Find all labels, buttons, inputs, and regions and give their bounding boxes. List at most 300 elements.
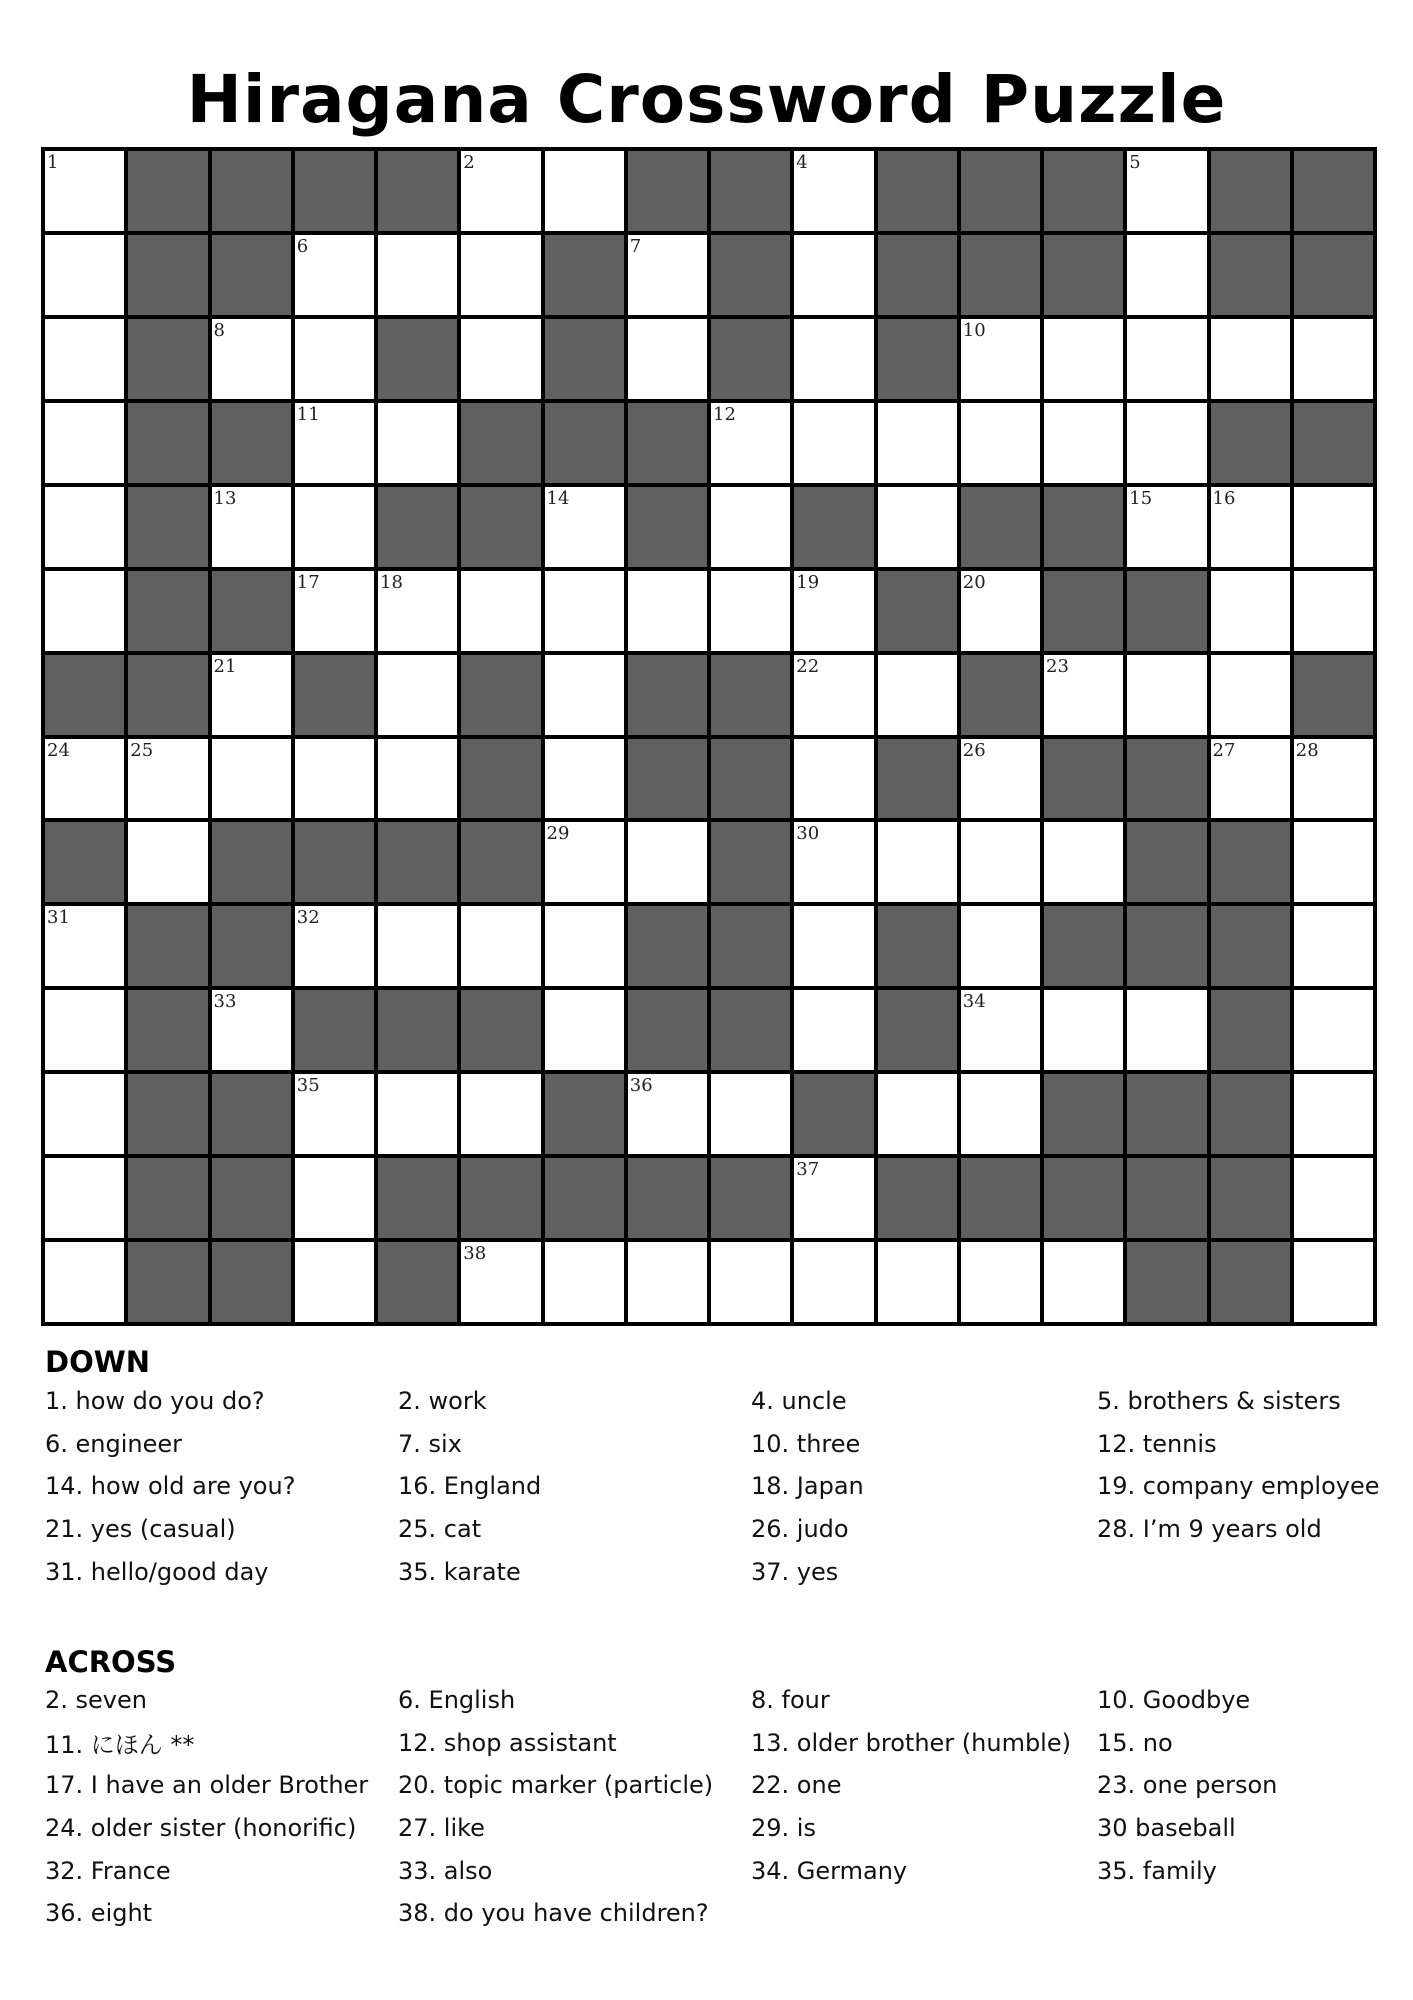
black-cell xyxy=(878,235,957,315)
black-cell xyxy=(794,487,873,567)
black-cell xyxy=(212,1242,291,1322)
answer-cell[interactable] xyxy=(1044,655,1123,735)
answer-cell[interactable] xyxy=(794,1242,873,1322)
down-clue-row xyxy=(45,1380,1385,1423)
down-heading: DOWN xyxy=(45,1345,150,1379)
down-clue: 7. six xyxy=(398,1429,462,1458)
answer-cell[interactable] xyxy=(378,235,457,315)
across-clue: 6. English xyxy=(398,1686,516,1715)
black-cell xyxy=(1211,990,1290,1070)
answer-cell[interactable] xyxy=(794,571,873,651)
answer-cell[interactable] xyxy=(628,235,707,315)
black-cell xyxy=(212,1074,291,1154)
clue-number: 14 xyxy=(546,487,570,509)
black-cell xyxy=(1044,487,1123,567)
black-cell xyxy=(128,571,207,651)
across-clue: 17. I have an older Brother xyxy=(45,1771,369,1800)
black-cell xyxy=(545,1074,624,1154)
answer-cell[interactable] xyxy=(378,1074,457,1154)
crossword-grid xyxy=(41,147,1377,1326)
answer-cell[interactable] xyxy=(545,906,624,986)
answer-cell[interactable] xyxy=(45,906,124,986)
down-clue: 1. how do you do? xyxy=(45,1387,265,1416)
answer-cell[interactable] xyxy=(711,403,790,483)
black-cell xyxy=(628,151,707,231)
clue-number: 24 xyxy=(47,739,70,761)
clue-number: 20 xyxy=(962,571,986,593)
black-cell xyxy=(378,319,457,399)
black-cell xyxy=(128,906,207,986)
across-clue: 22. one xyxy=(751,1771,842,1800)
down-clue: 21. yes (casual) xyxy=(45,1515,236,1544)
answer-cell[interactable] xyxy=(794,235,873,315)
answer-cell[interactable] xyxy=(545,822,624,902)
black-cell xyxy=(1127,1074,1206,1154)
answer-cell[interactable] xyxy=(961,822,1040,902)
black-cell xyxy=(628,739,707,819)
clue-number: 17 xyxy=(296,571,320,593)
black-cell xyxy=(461,1158,540,1238)
black-cell xyxy=(128,319,207,399)
answer-cell[interactable] xyxy=(961,739,1040,819)
black-cell xyxy=(212,906,291,986)
across-clue: 15. no xyxy=(1097,1728,1173,1757)
black-cell xyxy=(45,655,124,735)
black-cell xyxy=(961,235,1040,315)
answer-cell[interactable] xyxy=(1294,739,1373,819)
answer-cell[interactable] xyxy=(461,319,540,399)
answer-cell[interactable] xyxy=(878,1242,957,1322)
answer-cell[interactable] xyxy=(212,739,291,819)
black-cell xyxy=(1211,1158,1290,1238)
answer-cell[interactable] xyxy=(295,1074,374,1154)
answer-cell[interactable] xyxy=(545,990,624,1070)
answer-cell[interactable] xyxy=(1294,990,1373,1070)
black-cell xyxy=(212,151,291,231)
black-cell xyxy=(1127,1242,1206,1322)
answer-cell[interactable] xyxy=(1294,1158,1373,1238)
clue-number: 29 xyxy=(546,823,570,845)
answer-cell[interactable] xyxy=(1127,235,1206,315)
black-cell xyxy=(378,990,457,1070)
answer-cell[interactable] xyxy=(212,655,291,735)
answer-cell[interactable] xyxy=(295,571,374,651)
page-title: Hiragana Crossword Puzzle xyxy=(186,61,1227,138)
black-cell xyxy=(1211,403,1290,483)
down-clue: 35. karate xyxy=(398,1557,521,1586)
down-clue: 18. Japan xyxy=(751,1472,864,1501)
answer-cell[interactable] xyxy=(1044,822,1123,902)
clue-number: 32 xyxy=(296,907,320,929)
answer-cell[interactable] xyxy=(1294,1242,1373,1322)
clue-number: 15 xyxy=(1129,487,1153,509)
answer-cell[interactable] xyxy=(545,151,624,231)
black-cell xyxy=(1127,822,1206,902)
answer-cell[interactable] xyxy=(378,906,457,986)
answer-cell[interactable] xyxy=(711,487,790,567)
answer-cell[interactable] xyxy=(794,151,873,231)
answer-cell[interactable] xyxy=(1294,1074,1373,1154)
answer-cell[interactable] xyxy=(128,739,207,819)
clue-number: 23 xyxy=(1046,655,1069,677)
clue-number: 35 xyxy=(296,1075,320,1097)
clue-number: 11 xyxy=(296,403,320,425)
black-cell xyxy=(461,655,540,735)
answer-cell[interactable] xyxy=(45,1242,124,1322)
answer-cell[interactable] xyxy=(295,906,374,986)
answer-cell[interactable] xyxy=(961,571,1040,651)
answer-cell[interactable] xyxy=(1211,655,1290,735)
down-clue: 6. engineer xyxy=(45,1429,183,1458)
answer-cell[interactable] xyxy=(45,235,124,315)
black-cell xyxy=(461,403,540,483)
answer-cell[interactable] xyxy=(961,319,1040,399)
answer-cell[interactable] xyxy=(961,1074,1040,1154)
black-cell xyxy=(128,1158,207,1238)
answer-cell[interactable] xyxy=(794,655,873,735)
across-clue: 33. also xyxy=(398,1856,493,1885)
black-cell xyxy=(1294,655,1373,735)
black-cell xyxy=(461,739,540,819)
answer-cell[interactable] xyxy=(212,319,291,399)
answer-cell[interactable] xyxy=(878,822,957,902)
black-cell xyxy=(461,990,540,1070)
black-cell xyxy=(212,822,291,902)
black-cell xyxy=(378,1242,457,1322)
answer-cell[interactable] xyxy=(794,319,873,399)
clue-number: 10 xyxy=(962,319,986,341)
answer-cell[interactable] xyxy=(212,487,291,567)
answer-cell[interactable] xyxy=(794,1158,873,1238)
clue-number: 38 xyxy=(463,1243,487,1265)
answer-cell[interactable] xyxy=(295,487,374,567)
black-cell xyxy=(711,822,790,902)
answer-cell[interactable] xyxy=(378,655,457,735)
black-cell xyxy=(295,822,374,902)
clue-number: 19 xyxy=(796,571,820,593)
answer-cell[interactable] xyxy=(878,487,957,567)
answer-cell[interactable] xyxy=(295,319,374,399)
across-clue: 10. Goodbye xyxy=(1097,1686,1251,1715)
clue-number: 4 xyxy=(796,152,808,173)
black-cell xyxy=(961,655,1040,735)
black-cell xyxy=(711,739,790,819)
answer-cell[interactable] xyxy=(128,822,207,902)
black-cell xyxy=(961,1158,1040,1238)
down-clue: 37. yes xyxy=(751,1557,839,1586)
down-clue: 5. brothers & sisters xyxy=(1097,1387,1341,1416)
answer-cell[interactable] xyxy=(45,487,124,567)
black-cell xyxy=(461,487,540,567)
clue-number: 7 xyxy=(629,235,642,257)
down-clue: 14. how old are you? xyxy=(45,1472,296,1501)
answer-cell[interactable] xyxy=(295,1158,374,1238)
black-cell xyxy=(545,1158,624,1238)
black-cell xyxy=(295,655,374,735)
answer-cell[interactable] xyxy=(461,151,540,231)
answer-cell[interactable] xyxy=(45,319,124,399)
answer-cell[interactable] xyxy=(1294,822,1373,902)
black-cell xyxy=(628,403,707,483)
answer-cell[interactable] xyxy=(1044,990,1123,1070)
answer-cell[interactable] xyxy=(45,1074,124,1154)
answer-cell[interactable] xyxy=(45,739,124,819)
answer-cell[interactable] xyxy=(628,1242,707,1322)
black-cell xyxy=(711,235,790,315)
answer-cell[interactable] xyxy=(1044,319,1123,399)
down-clue: 19. company employee xyxy=(1097,1472,1380,1501)
across-clue: 38. do you have children? xyxy=(398,1899,709,1928)
answer-cell[interactable] xyxy=(545,655,624,735)
black-cell xyxy=(1211,906,1290,986)
answer-cell[interactable] xyxy=(1211,487,1290,567)
black-cell xyxy=(878,739,957,819)
answer-cell[interactable] xyxy=(461,906,540,986)
across-clue-row xyxy=(45,1679,1385,1722)
down-clue: 28. I’m 9 years old xyxy=(1097,1515,1322,1544)
answer-cell[interactable] xyxy=(545,487,624,567)
across-clue: 2. seven xyxy=(45,1686,147,1715)
clue-number: 33 xyxy=(213,991,237,1013)
answer-cell[interactable] xyxy=(711,571,790,651)
down-clue: 16. England xyxy=(398,1472,542,1501)
answer-cell[interactable] xyxy=(1294,487,1373,567)
answer-cell[interactable] xyxy=(711,1242,790,1322)
answer-cell[interactable] xyxy=(961,906,1040,986)
black-cell xyxy=(961,487,1040,567)
answer-cell[interactable] xyxy=(1044,1242,1123,1322)
clue-number: 5 xyxy=(1129,152,1141,173)
across-clue: 24. older sister (honorific) xyxy=(45,1814,357,1843)
answer-cell[interactable] xyxy=(961,1242,1040,1322)
across-clue-row xyxy=(45,1849,1385,1892)
black-cell xyxy=(794,1074,873,1154)
answer-cell[interactable] xyxy=(1294,319,1373,399)
across-clue: 35. family xyxy=(1097,1856,1217,1885)
answer-cell[interactable] xyxy=(961,990,1040,1070)
answer-cell[interactable] xyxy=(1127,990,1206,1070)
down-clues xyxy=(45,1380,1385,1593)
black-cell xyxy=(1294,151,1373,231)
answer-cell[interactable] xyxy=(711,1074,790,1154)
across-clue: 34. Germany xyxy=(751,1856,908,1885)
black-cell xyxy=(961,151,1040,231)
clue-number: 12 xyxy=(713,403,736,425)
answer-cell[interactable] xyxy=(45,151,124,231)
answer-cell[interactable] xyxy=(1127,403,1206,483)
black-cell xyxy=(212,403,291,483)
black-cell xyxy=(878,151,957,231)
black-cell xyxy=(128,151,207,231)
across-clue: 8. four xyxy=(751,1686,830,1715)
black-cell xyxy=(1044,906,1123,986)
across-clue: 23. one person xyxy=(1097,1771,1278,1800)
black-cell xyxy=(1211,151,1290,231)
black-cell xyxy=(1127,1158,1206,1238)
answer-cell[interactable] xyxy=(628,319,707,399)
answer-cell[interactable] xyxy=(45,1158,124,1238)
across-clue: 11. にほん ** xyxy=(45,1731,195,1760)
answer-cell[interactable] xyxy=(545,571,624,651)
clue-number: 37 xyxy=(796,1159,820,1181)
clue-number: 30 xyxy=(796,823,820,845)
answer-cell[interactable] xyxy=(878,403,957,483)
across-clue: 12. shop assistant xyxy=(398,1728,617,1757)
down-clue: 12. tennis xyxy=(1097,1429,1217,1458)
clue-number: 34 xyxy=(962,991,986,1013)
black-cell xyxy=(128,403,207,483)
clue-number: 22 xyxy=(796,655,820,677)
answer-cell[interactable] xyxy=(878,1074,957,1154)
black-cell xyxy=(628,906,707,986)
answer-cell[interactable] xyxy=(878,655,957,735)
clue-number: 31 xyxy=(47,907,70,929)
black-cell xyxy=(628,655,707,735)
black-cell xyxy=(378,487,457,567)
across-clue: 27. like xyxy=(398,1814,485,1843)
down-clue: 2. work xyxy=(398,1387,487,1416)
answer-cell[interactable] xyxy=(45,990,124,1070)
black-cell xyxy=(1127,739,1206,819)
answer-cell[interactable] xyxy=(1127,319,1206,399)
answer-cell[interactable] xyxy=(1294,571,1373,651)
answer-cell[interactable] xyxy=(295,739,374,819)
clue-number: 6 xyxy=(296,235,309,257)
answer-cell[interactable] xyxy=(295,1242,374,1322)
across-clue: 29. is xyxy=(751,1814,816,1843)
answer-cell[interactable] xyxy=(545,739,624,819)
clue-number: 1 xyxy=(47,152,59,173)
answer-cell[interactable] xyxy=(1211,739,1290,819)
across-heading: ACROSS xyxy=(45,1645,177,1679)
across-clues xyxy=(45,1679,1385,1935)
answer-cell[interactable] xyxy=(1294,906,1373,986)
answer-cell[interactable] xyxy=(961,403,1040,483)
black-cell xyxy=(1294,235,1373,315)
down-clue: 10. three xyxy=(751,1429,861,1458)
answer-cell[interactable] xyxy=(45,403,124,483)
answer-cell[interactable] xyxy=(378,571,457,651)
answer-cell[interactable] xyxy=(1044,403,1123,483)
black-cell xyxy=(1044,1074,1123,1154)
answer-cell[interactable] xyxy=(461,1242,540,1322)
clue-number: 25 xyxy=(130,739,154,761)
black-cell xyxy=(378,151,457,231)
black-cell xyxy=(128,235,207,315)
answer-cell[interactable] xyxy=(1127,655,1206,735)
black-cell xyxy=(711,990,790,1070)
black-cell xyxy=(878,906,957,986)
answer-cell[interactable] xyxy=(794,906,873,986)
down-clue: 26. judo xyxy=(751,1515,849,1544)
black-cell xyxy=(128,487,207,567)
black-cell xyxy=(711,1158,790,1238)
black-cell xyxy=(545,319,624,399)
black-cell xyxy=(711,655,790,735)
black-cell xyxy=(1044,151,1123,231)
across-clue: 13. older brother (humble) xyxy=(751,1728,1071,1757)
answer-cell[interactable] xyxy=(461,235,540,315)
answer-cell[interactable] xyxy=(628,571,707,651)
answer-cell[interactable] xyxy=(1127,487,1206,567)
clue-number: 36 xyxy=(629,1075,653,1097)
black-cell xyxy=(378,1158,457,1238)
answer-cell[interactable] xyxy=(212,990,291,1070)
answer-cell[interactable] xyxy=(628,1074,707,1154)
across-clue-row xyxy=(45,1807,1385,1850)
black-cell xyxy=(212,571,291,651)
black-cell xyxy=(128,1242,207,1322)
black-cell xyxy=(1211,822,1290,902)
black-cell xyxy=(1294,403,1373,483)
answer-cell[interactable] xyxy=(378,403,457,483)
black-cell xyxy=(128,1074,207,1154)
answer-cell[interactable] xyxy=(378,739,457,819)
black-cell xyxy=(711,151,790,231)
clue-number: 13 xyxy=(213,487,237,509)
black-cell xyxy=(628,990,707,1070)
black-cell xyxy=(461,822,540,902)
down-clue: 25. cat xyxy=(398,1515,482,1544)
across-clue: 30 baseball xyxy=(1097,1814,1236,1843)
answer-cell[interactable] xyxy=(45,571,124,651)
down-clue-row xyxy=(45,1423,1385,1466)
clue-number: 21 xyxy=(213,655,237,677)
black-cell xyxy=(628,487,707,567)
black-cell xyxy=(1127,906,1206,986)
answer-cell[interactable] xyxy=(1211,571,1290,651)
black-cell xyxy=(212,1158,291,1238)
black-cell xyxy=(1044,739,1123,819)
black-cell xyxy=(1044,235,1123,315)
down-clue: 31. hello/good day xyxy=(45,1557,269,1586)
answer-cell[interactable] xyxy=(295,235,374,315)
black-cell xyxy=(45,822,124,902)
answer-cell[interactable] xyxy=(794,739,873,819)
answer-cell[interactable] xyxy=(1127,151,1206,231)
black-cell xyxy=(1044,1158,1123,1238)
answer-cell[interactable] xyxy=(461,1074,540,1154)
answer-cell[interactable] xyxy=(794,990,873,1070)
black-cell xyxy=(711,319,790,399)
black-cell xyxy=(1127,571,1206,651)
black-cell xyxy=(128,990,207,1070)
black-cell xyxy=(212,235,291,315)
answer-cell[interactable] xyxy=(794,822,873,902)
black-cell xyxy=(545,403,624,483)
answer-cell[interactable] xyxy=(461,571,540,651)
black-cell xyxy=(878,319,957,399)
black-cell xyxy=(1211,235,1290,315)
black-cell xyxy=(711,906,790,986)
answer-cell[interactable] xyxy=(628,822,707,902)
black-cell xyxy=(295,990,374,1070)
black-cell xyxy=(1044,571,1123,651)
down-clue-row xyxy=(45,1508,1385,1551)
answer-cell[interactable] xyxy=(794,403,873,483)
black-cell xyxy=(1211,1074,1290,1154)
clue-number: 8 xyxy=(213,319,225,341)
black-cell xyxy=(878,1158,957,1238)
answer-cell[interactable] xyxy=(295,403,374,483)
clue-number: 16 xyxy=(1212,487,1236,509)
clue-number: 2 xyxy=(463,152,475,173)
across-clue: 36. eight xyxy=(45,1899,153,1928)
black-cell xyxy=(295,151,374,231)
answer-cell[interactable] xyxy=(545,1242,624,1322)
clue-number: 26 xyxy=(962,739,986,761)
answer-cell[interactable] xyxy=(1211,319,1290,399)
